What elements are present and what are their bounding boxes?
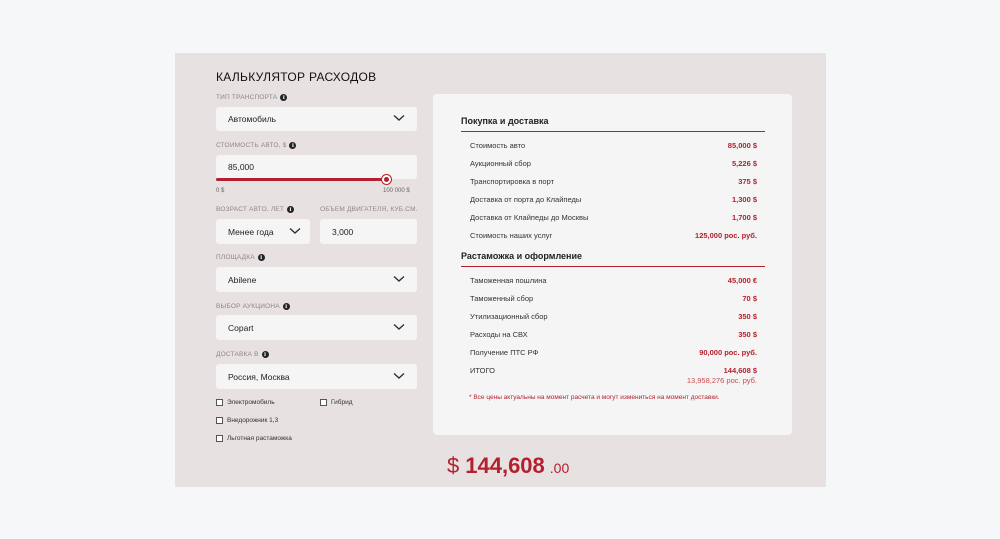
site-select[interactable]: Abilene [216,267,417,292]
info-icon[interactable]: I [283,303,290,310]
summary-row: Утилизационный сбор 350 $ [470,312,757,321]
summary-row: Транспортировка в порт 375 $ [470,177,757,186]
currency-symbol: $ [447,453,460,478]
cost-min-label: 0 $ [216,188,225,194]
summary-row: Доставка от Клайпеды до Москвы 1,700 $ [470,213,757,222]
checkbox-box[interactable] [216,417,223,424]
customs-section-title: Растаможка и оформление [461,251,583,261]
summary-row: Стоимость наших услуг 125,000 рос. руб. [470,231,757,240]
chevron-down-icon [393,323,405,331]
info-icon[interactable]: I [262,351,269,358]
transport-label: ТИП ТРАНСПОРТА I [216,94,287,101]
preferential-customs-checkbox[interactable]: Льготная растаможка [216,435,292,442]
age-select[interactable]: Менее года [216,219,310,244]
cost-slider-track[interactable] [216,178,387,181]
cost-input[interactable]: 85,000 [216,155,417,179]
hybrid-checkbox[interactable]: Гибрид [320,399,353,406]
auction-label: ВЫБОР АУКЦИОНА I [216,303,290,310]
chevron-down-icon [289,227,301,235]
summary-row: Таможенная пошлина 45,000 € [470,276,757,285]
summary-card [433,94,792,435]
info-icon[interactable]: I [289,142,296,149]
total-row: ИТОГО 144,608 $ [470,366,757,375]
suv-checkbox[interactable]: Внедорожник 1,3 [216,417,278,424]
calculator-title: КАЛЬКУЛЯТОР РАСХОДОВ [216,70,377,84]
info-icon[interactable]: I [280,94,287,101]
engine-input[interactable]: 3,000 [320,219,417,244]
site-label: ПЛОЩАДКА I [216,254,265,261]
summary-row: Таможенный сбор 70 $ [470,294,757,303]
price-disclaimer: * Все цены актуальны на момент расчета и могут измениться на момент доставки. [469,394,720,401]
total-rub: 13,958,276 рос. руб. [686,376,757,385]
cost-max-label: 100 000 $ [383,188,410,194]
cost-slider-handle[interactable] [382,175,391,184]
checkbox-box[interactable] [320,399,327,406]
delivery-select[interactable]: Россия, Москва [216,364,417,389]
electric-checkbox[interactable]: Электромобиль [216,399,275,406]
summary-row: Расходы на СВХ 350 $ [470,330,757,339]
chevron-down-icon [393,275,405,283]
info-icon[interactable]: I [287,206,294,213]
checkbox-box[interactable] [216,399,223,406]
delivery-label: ДОСТАВКА В I [216,351,269,358]
auction-select[interactable]: Copart [216,315,417,340]
info-icon[interactable]: I [258,254,265,261]
chevron-down-icon [393,114,405,122]
age-label: ВОЗРАСТ АВТО, ЛЕТ I [216,206,294,213]
chevron-down-icon [393,372,405,380]
transport-select[interactable]: Автомобиль [216,107,417,131]
grand-total-cents: .00 [549,460,570,476]
checkbox-box[interactable] [216,435,223,442]
grand-total [447,453,569,479]
summary-row: Стоимость авто 85,000 $ [470,141,757,150]
summary-row: Доставка от порта до Клайпеды 1,300 $ [470,195,757,204]
calculator-panel [175,53,826,487]
customs-divider [461,266,765,267]
purchase-divider [461,131,765,132]
grand-total-amount: 144,608 [465,453,545,478]
cost-label: СТОИМОСТЬ АВТО, $ I [216,142,296,149]
summary-row: Аукционный сбор 5,226 $ [470,159,757,168]
engine-label: ОБЪЕМ ДВИГАТЕЛЯ, КУБ.СМ. [320,206,418,213]
summary-row: Получение ПТС РФ 90,000 рос. руб. [470,348,757,357]
purchase-section-title: Покупка и доставка [461,116,549,126]
